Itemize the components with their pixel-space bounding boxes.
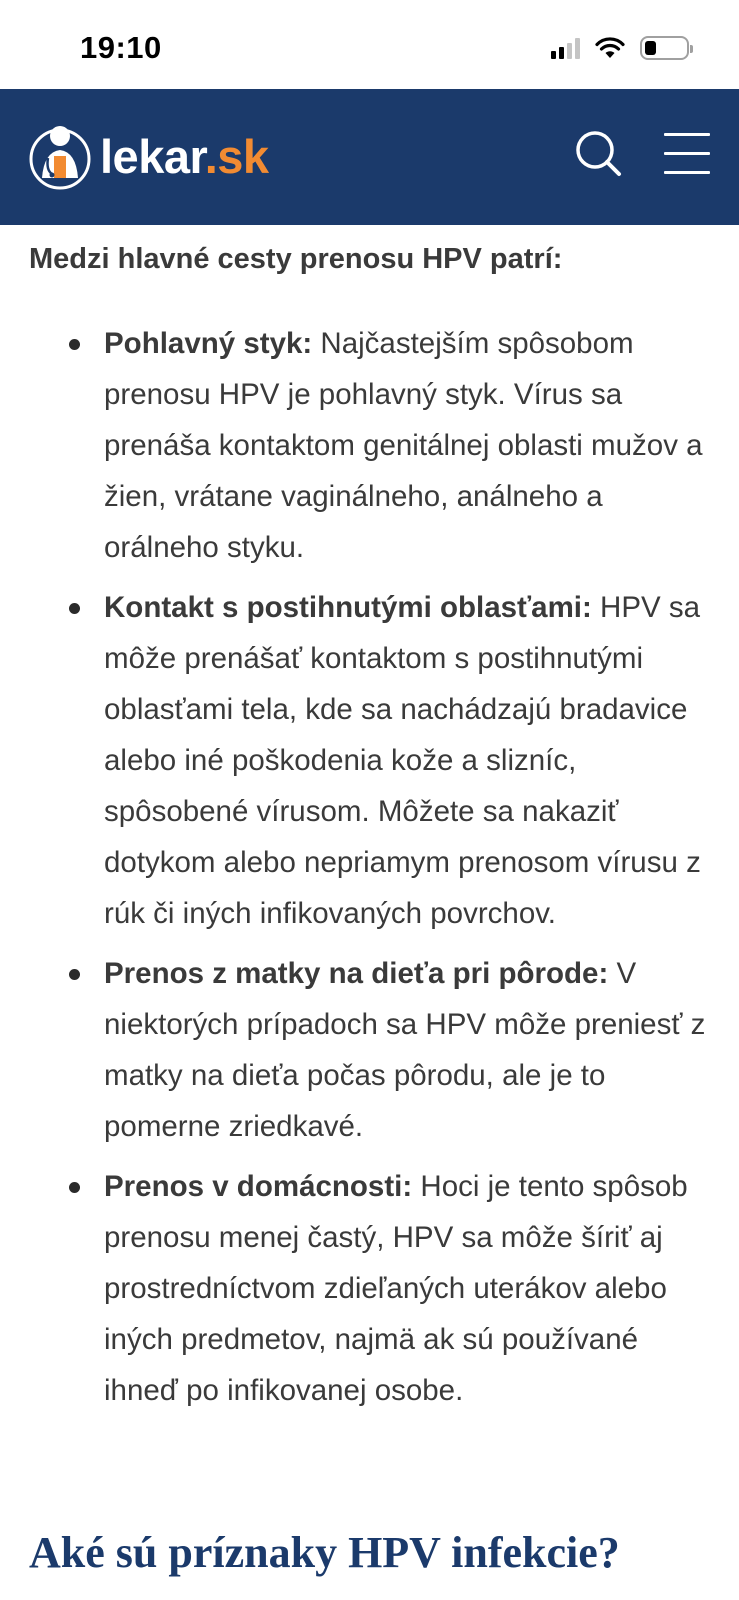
- list-item-text: Najčastejším spôsobom prenosu HPV je pohlavný styk. Vírus sa prenáša kontaktom genitálnej oblasti mužov a žien, vrátane vaginálneho, análneho a orálneho styku.: [104, 327, 703, 564]
- search-button[interactable]: [574, 129, 624, 179]
- section-heading: Aké sú príznaky HPV infekcie?: [29, 1528, 620, 1577]
- list-item-title: Prenos z matky na dieťa pri pôrode:: [104, 957, 609, 990]
- logo-main-text: lekar: [100, 129, 205, 183]
- doctor-logo-icon: [28, 118, 92, 194]
- logo-wordmark: [100, 129, 269, 184]
- hamburger-menu-icon[interactable]: [664, 133, 712, 175]
- list-item-title: Kontakt s postihnutými oblasťami:: [104, 591, 592, 624]
- list-item-text: V niektorých prípadoch sa HPV môže preniesť z matky na dieťa počas pôrodu, ale je to pomerne zriedkavé.: [104, 957, 706, 1143]
- search-icon: [574, 129, 624, 179]
- battery-icon: [640, 36, 689, 60]
- status-icons: [551, 36, 689, 60]
- transmission-list: [0, 318, 739, 1425]
- site-header: [0, 89, 739, 225]
- bullet-icon: [69, 969, 80, 980]
- list-intro: Medzi hlavné cesty prenosu HPV patrí:: [29, 243, 563, 275]
- site-logo[interactable]: [28, 118, 269, 194]
- bullet-icon: [69, 1182, 80, 1193]
- list-item-text: Hoci je tento spôsob prenosu menej častý, HPV sa môže šíriť aj prostredníctvom zdieľaných uterákov alebo iných predmetov, najmä ak sú používané ihneď po infikovanej osobe.: [104, 1170, 688, 1407]
- list-item-title: Prenos v domácnosti:: [104, 1170, 413, 1203]
- bullet-icon: [69, 339, 80, 350]
- list-item: [0, 948, 739, 1152]
- status-time: 19:10: [80, 30, 162, 65]
- list-item-title: Pohlavný styk:: [104, 327, 313, 360]
- list-item: [0, 582, 739, 939]
- wifi-icon: [594, 36, 626, 60]
- status-bar: [0, 0, 739, 89]
- list-item: [0, 318, 739, 573]
- bullet-icon: [69, 603, 80, 614]
- signal-icon: [551, 37, 580, 59]
- logo-domain-text: .sk: [204, 129, 269, 183]
- list-item: [0, 1161, 739, 1416]
- list-item-text: HPV sa môže prenášať kontaktom s postihnutými oblasťami tela, kde sa nachádzajú bradavice alebo iné poškodenia kože a slizníc, spôsobené vírusom. Môžete sa nakaziť dotykom alebo nepriamym prenosom vírusu z rúk či iných infikovaných povrchov.: [104, 591, 701, 930]
